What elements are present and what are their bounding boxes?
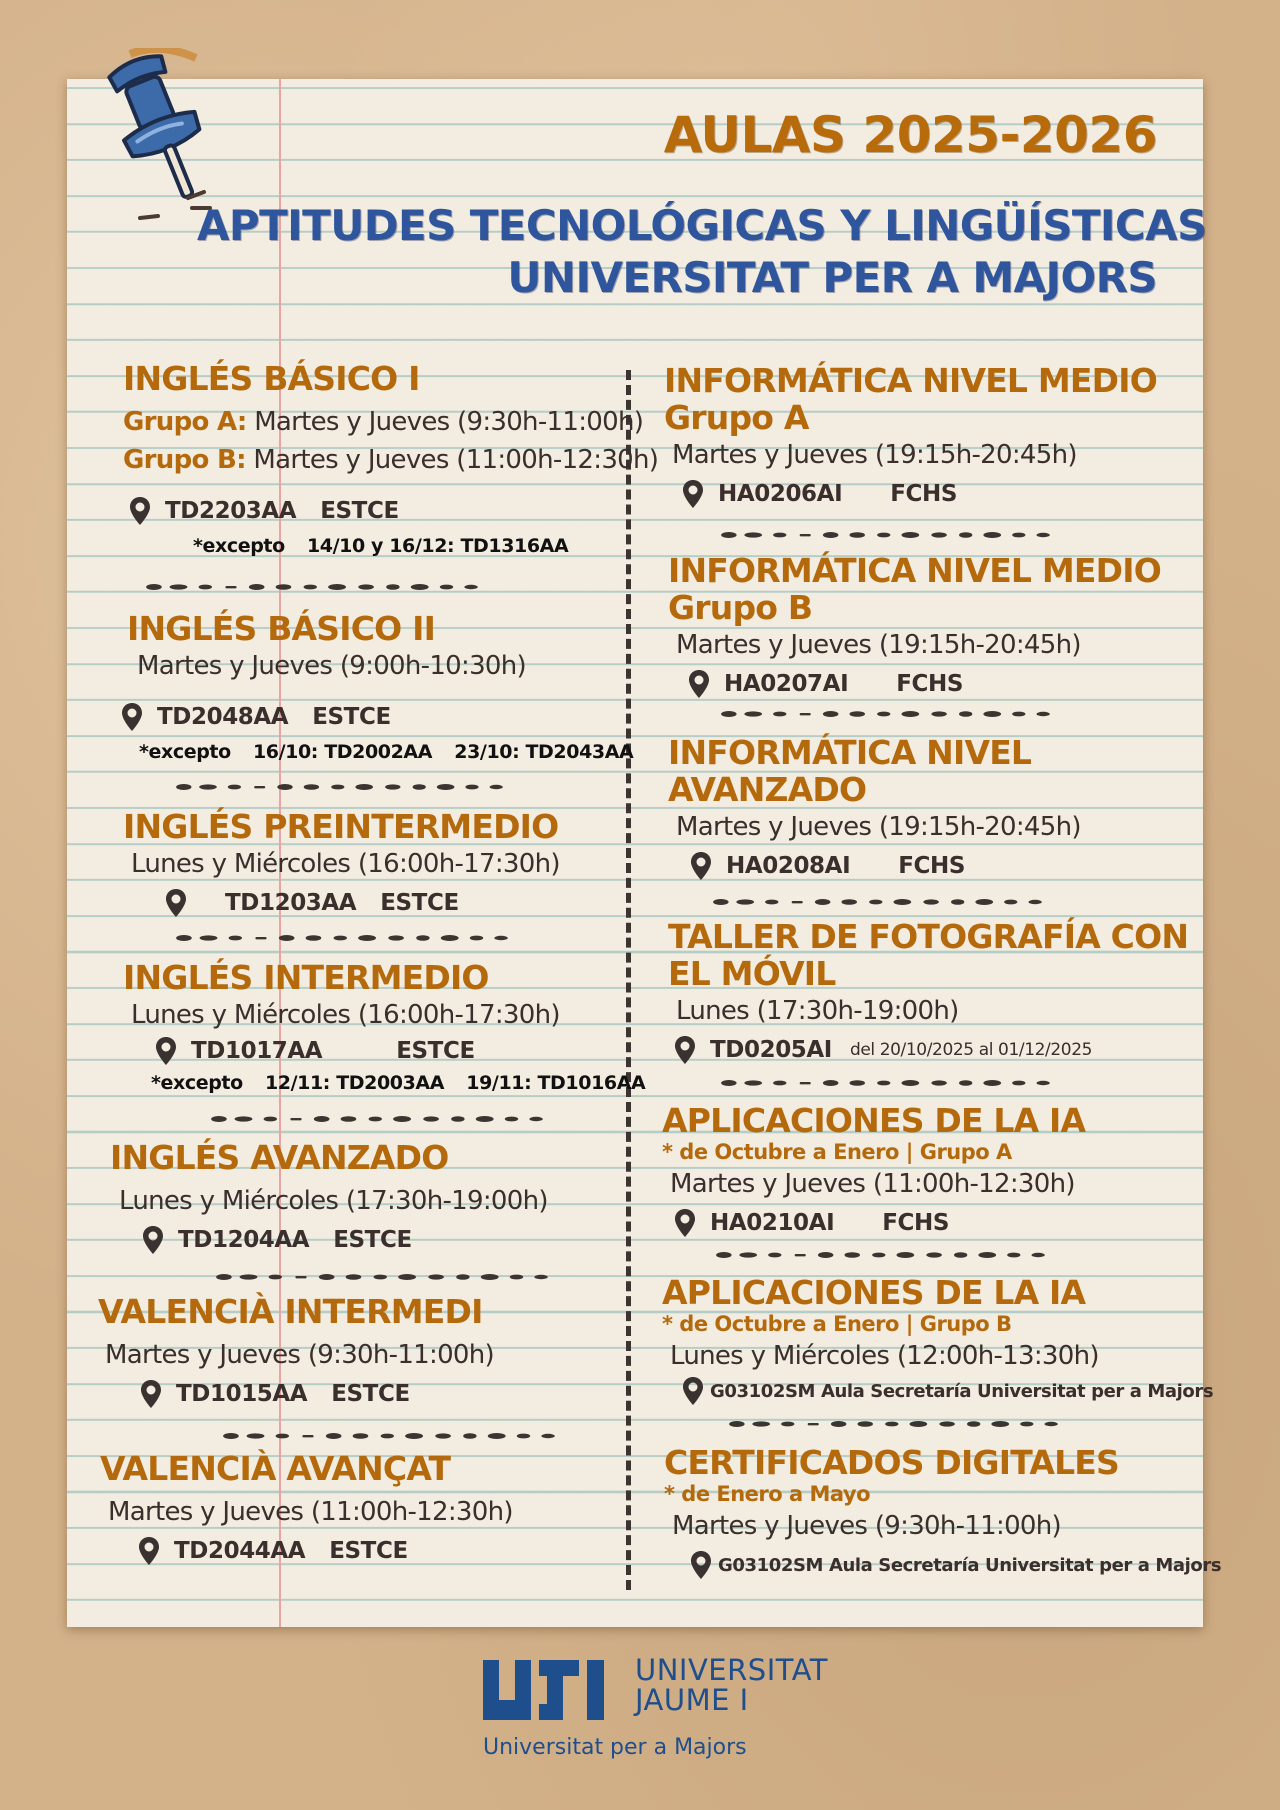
course-title: INFORMÁTICA NIVEL MEDIO [664,361,1157,400]
course-title: APLICACIONES DE LA IA [662,1101,1086,1140]
exception-label: *excepto [151,1072,243,1094]
separator [720,530,1052,540]
building-code: FCHS [882,1210,950,1236]
room-exception [151,1068,645,1098]
location-pin-icon [121,702,143,732]
room-code: TD2203AA [165,498,297,524]
uji-logo-mark [483,1660,618,1720]
building-code: ESTCE [333,1227,412,1253]
location-pin-icon [690,1550,712,1580]
room-code: TD2048AA [157,704,289,730]
room-code: G03102SM Aula Secretaría Universitat per a Majors [718,1554,1222,1576]
university-name-line-1: UNIVERSITAT [635,1653,829,1687]
subtitle-line-2: UNIVERSITAT PER A MAJORS [507,253,1157,302]
exception-label: *excepto [139,741,231,763]
course-schedule: Martes y Jueves (9:30h-11:00h) [672,1511,1061,1541]
exception-date-a: 16/10: TD2002AA [252,741,433,763]
course-room [138,1531,513,1571]
separator [712,897,1044,907]
location-pin-icon [682,479,704,509]
course-ingles-preintermedio [123,808,560,923]
room-code: TD1203AA [225,890,357,916]
course-title-line-2: EL MÓVIL [668,954,836,993]
location-pin-icon [682,1376,704,1406]
program-name: Universitat per a Majors [483,1735,747,1760]
separator [215,1272,550,1282]
location-pin-icon [155,1036,177,1066]
course-room [129,491,658,531]
location-pin-icon [140,1379,162,1409]
location-pin-icon [674,1208,696,1238]
building-code: ESTCE [320,498,399,524]
course-title: TALLER DE FOTOGRAFÍA CON [668,917,1189,956]
separator [728,1419,1060,1429]
course-room [140,1374,494,1414]
group-a-label: Grupo A: [123,407,247,437]
room-code: TD0205AI [710,1037,832,1063]
exception-text: 14/10 y 16/12: TD1316AA [306,535,569,557]
course-room [165,883,560,923]
page-title: AULAS 2025-2026 [663,106,1157,164]
university-name [635,1655,828,1715]
exception-date-b: 19/11: TD1016AA [466,1072,646,1094]
building-code: ESTCE [396,1038,475,1064]
course-room [155,1034,645,1068]
location-pin-icon [129,496,151,526]
building-code: FCHS [898,853,966,879]
location-pin-icon [165,888,187,918]
course-title: CERTIFICADOS DIGITALES [664,1443,1120,1482]
course-schedule: Martes y Jueves (19:15h-20:45h) [676,812,1081,842]
building-code: ESTCE [331,1381,410,1407]
course-room [121,697,633,737]
course-title: INGLÉS PREINTERMEDIO [123,807,559,846]
course-room [674,1203,1085,1243]
course-dates: del 20/10/2025 al 01/12/2025 [849,1040,1093,1060]
page-subtitle [197,200,1207,304]
course-room [690,846,1081,886]
course-note: * de Octubre a Enero | Grupo A [662,1140,1012,1164]
course-schedule-group-a [123,403,658,441]
separator [145,582,480,592]
separator [210,1114,545,1124]
course-aplicaciones-ia-b [662,1274,1213,1407]
separator [715,1250,1047,1260]
room-code: TD1204AA [178,1227,310,1253]
course-schedule: Lunes y Miércoles (17:30h-19:00h) [119,1186,548,1216]
location-pin-icon [674,1035,696,1065]
building-code: ESTCE [380,890,459,916]
exception-date-a: 12/11: TD2003AA [264,1072,445,1094]
course-title: VALENCIÀ INTERMEDI [98,1292,483,1331]
building-code: ESTCE [329,1538,408,1564]
location-pin-icon [138,1536,160,1566]
university-name-line-2: JAUME I [635,1683,749,1717]
room-code: HA0208AI [726,853,851,879]
course-title: INGLÉS BÁSICO II [127,609,436,648]
room-exception [139,737,633,767]
course-ingles-basico-2 [127,610,633,767]
course-title-line-2: AVANZADO [668,770,867,809]
course-room [682,1375,1213,1407]
group-b-schedule: Martes y Jueves (11:00h-12:30h) [253,445,659,475]
uji-logo [483,1655,853,1765]
room-code: TD1015AA [176,1381,308,1407]
location-pin-icon [142,1225,164,1255]
course-ingles-intermedio [123,959,645,1098]
course-schedule: Lunes y Miércoles (16:00h-17:30h) [131,1000,560,1030]
course-taller-fotografia [668,918,1188,1070]
course-schedule: Martes y Jueves (9:30h-11:00h) [105,1340,494,1370]
course-schedule: Lunes (17:30h-19:00h) [676,996,959,1026]
exception-label: *excepto [193,535,285,557]
building-code: ESTCE [312,704,391,730]
course-informatica-avanzado [668,734,1081,886]
course-title: INGLÉS AVANZADO [110,1138,449,1177]
course-note: * de Octubre a Enero | Grupo B [662,1312,1012,1336]
course-schedule: Martes y Jueves (9:00h-10:30h) [137,651,526,681]
course-valencia-intermedi [98,1293,494,1414]
subtitle-line-1: APTITUDES TECNOLÓGICAS Y LINGÜÍSTICAS [197,201,1207,250]
course-room [682,474,1157,514]
separator [222,1431,557,1441]
course-room [674,1030,1188,1070]
course-room [690,1545,1221,1585]
separator [175,933,510,943]
location-pin-icon [690,851,712,881]
course-ingles-avanzado [110,1139,548,1260]
room-code: TD2044AA [174,1538,306,1564]
course-title: INFORMÁTICA NIVEL MEDIO [668,551,1161,590]
location-pin-icon [688,669,710,699]
course-schedule: Lunes y Miércoles (16:00h-17:30h) [131,849,560,879]
building-code: FCHS [890,481,958,507]
course-title: APLICACIONES DE LA IA [662,1273,1086,1312]
building-code: FCHS [896,671,964,697]
course-schedule: Lunes y Miércoles (12:00h-13:30h) [670,1341,1099,1371]
course-valencia-avancat [100,1450,513,1571]
separator [175,782,505,792]
course-title: INGLÉS BÁSICO I [123,359,420,398]
group-a-schedule: Martes y Jueves (9:30h-11:00h) [254,407,644,437]
course-room [142,1220,548,1260]
group-b-label: Grupo B: [123,445,246,475]
room-code: HA0210AI [710,1210,835,1236]
course-room [688,664,1161,704]
room-code: G03102SM Aula Secretaría Universitat per a Majors [710,1380,1214,1402]
course-schedule-group-b [123,441,658,479]
course-title: INGLÉS INTERMEDIO [123,958,489,997]
course-informatica-medio-b [668,552,1161,704]
room-code: HA0207AI [724,671,849,697]
course-aplicaciones-ia-a [662,1102,1085,1243]
exception-date-b: 23/10: TD2043AA [454,741,634,763]
course-group: Grupo A [664,398,809,437]
room-exception [193,531,658,561]
course-certificados-digitales [664,1444,1221,1585]
course-schedule: Martes y Jueves (19:15h-20:45h) [672,440,1077,470]
course-schedule: Martes y Jueves (19:15h-20:45h) [676,630,1081,660]
separator [720,709,1052,719]
course-schedule: Martes y Jueves (11:00h-12:30h) [108,1497,513,1527]
room-code: TD1017AA [191,1038,323,1064]
course-note: * de Enero a Mayo [664,1482,871,1506]
course-schedule: Martes y Jueves (11:00h-12:30h) [670,1169,1075,1199]
room-code: HA0206AI [718,481,843,507]
separator [720,1078,1052,1088]
course-group: Grupo B [668,588,813,627]
course-title: INFORMÁTICA NIVEL [668,733,1032,772]
course-ingles-basico-1 [123,360,658,561]
course-informatica-medio-a [664,362,1157,514]
course-title: VALENCIÀ AVANÇAT [100,1449,451,1488]
